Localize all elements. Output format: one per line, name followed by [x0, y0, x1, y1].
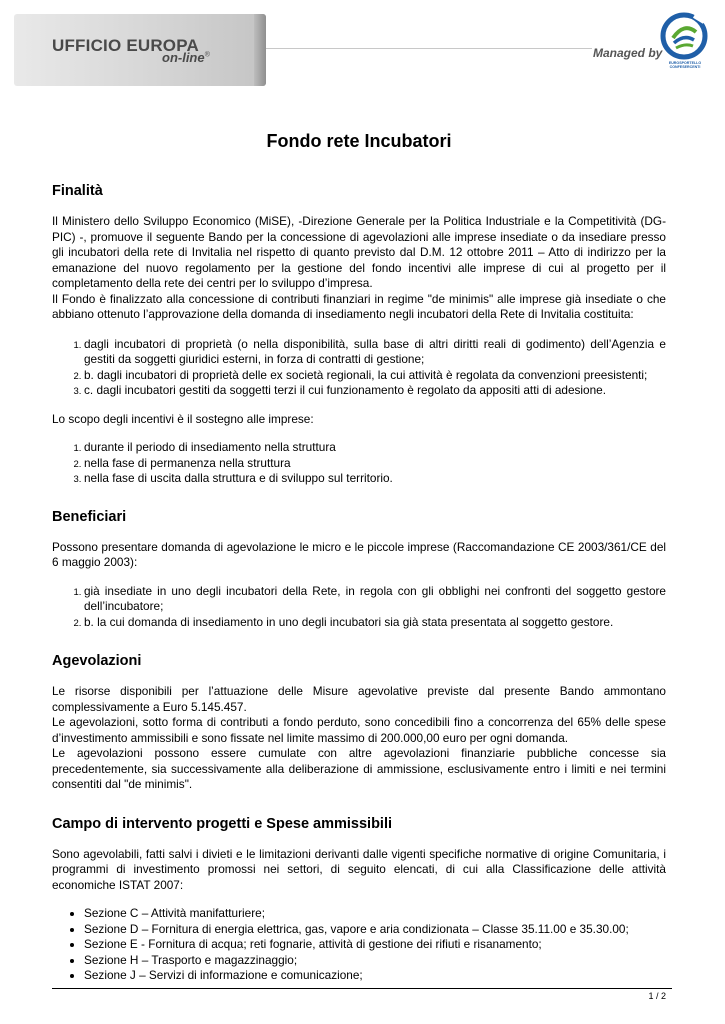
beneficiari-list — [52, 584, 666, 631]
incubator-list — [52, 337, 666, 399]
eurosportello-logo-icon — [660, 12, 708, 64]
scope-list — [52, 440, 666, 487]
finalita-paragraph-2: Il Fondo è finalizzato alla concessione di contributi finanziari in regime "de minimis" alle imprese già insediate o che abbiano ottenuto l’approvazione della domanda di insediamento negli incubatori della Rete di Invitalia costituita: — [52, 291, 666, 321]
logo-caption: EUROSPORTELLO CONFESERCENTI — [668, 61, 702, 70]
campo-paragraph: Sono agevolabili, fatti salvi i divieti e le limitazioni derivanti dalle vigenti specifiche normative di origine Comunitaria, i programmi di investimento promossi nei settori, di seguito elencati, di cui alla Classificazione delle attività economiche ISTAT 2007: — [52, 846, 666, 892]
page-title: Fondo rete Incubatori — [266, 131, 452, 151]
list-item: 2. b. la cui domanda di insediamento in uno degli incubatori sia già stata presentata al soggetto gestore. — [84, 615, 666, 631]
registered-mark: ® — [204, 51, 210, 59]
list-item: • Sezione C – Attività manifatturiere; — [84, 906, 666, 922]
brand-subtitle: on-line® — [162, 50, 210, 65]
agevolazioni-text — [52, 684, 666, 793]
heading-beneficiari: Beneficiari — [52, 508, 127, 525]
brand-title: UFFICIO EUROPA — [52, 36, 199, 55]
agevolazioni-paragraph-3: Le agevolazioni possono essere cumulate con altre agevolazioni finanziarie pubbliche concesse sia precedentemente, sia successivamente alla deliberazione di ammissione, esclusivamente entro i limiti e nei termini consentiti dal "de minimis". — [52, 746, 666, 791]
page-number: 1 / 2 — [648, 991, 666, 1001]
heading-campo-intervento: Campo di intervento progetti e Spese ammissibili — [52, 815, 393, 832]
list-item: • Sezione D – Fornitura di energia elettrica, gas, vapore e aria condizionata – Classe 35.11.00 e 35.30.00; — [84, 922, 666, 938]
list-item: • Sezione H – Trasporto e magazzinaggio; — [84, 953, 666, 969]
header-banner-edge — [254, 14, 266, 86]
sezioni-list — [52, 906, 666, 984]
list-item: • Sezione E - Fornitura di acqua; reti fognarie, attività di gestione dei rifiuti e risanamento; — [84, 937, 666, 953]
agevolazioni-paragraph-2: Le agevolazioni, sotto forma di contributi a fondo perduto, sono concedibili fino a concorrenza del 65% delle spese d’investimento ammissibili e sono fissate nel limite massimo di 200.000,00 euro per ogni domanda. — [52, 715, 666, 745]
beneficiari-paragraph: Possono presentare domanda di agevolazione le micro e le piccole imprese (Raccomandazione CE 2003/361/CE del 6 maggio 2003): — [52, 539, 666, 569]
footer-rule — [52, 988, 672, 989]
page-header — [0, 0, 725, 90]
list-item: 3. nella fase di uscita dalla struttura e di sviluppo sul territorio. — [84, 471, 666, 487]
list-item: 1. dagli incubatori di proprietà (o nella disponibilità, sulla base di altri diritti reali di godimento) dell’Agenzia e gestiti da soggetti giuridici esterni, in forza di contratti di gestione; — [84, 337, 666, 368]
managed-by-label: Managed by — [593, 46, 663, 60]
heading-finalita: Finalità — [52, 183, 103, 199]
finalita-paragraph-1: Il Ministero dello Sviluppo Economico (MiSE), -Direzione Generale per la Politica Industriale e la Competitività (DG-PIC) -, promuove il seguente Bando per la concessione di agevolazioni alle imprese insediate o da insediare presso gli incubatori della rete di Invitalia nel rispetto di quanto previsto dal D.M. 12 ottobre 2011 – Atto di indirizzo per la emanazione del nuovo regolamento per la gestione del fondo incentivi alle imprese di cui al progetto per il completamento della rete dei centri per lo sviluppo d’impresa. — [52, 214, 666, 290]
finalita-intro — [52, 214, 666, 323]
header-rule — [266, 48, 592, 49]
scope-paragraph: Lo scopo degli incentivi è il sostegno alle imprese: — [52, 411, 314, 426]
list-item: 1. già insediate in uno degli incubatori della Rete, in regola con gli obblighi nei confronti del soggetto gestore dell’incubatore; — [84, 584, 666, 615]
list-item: • Sezione J – Servizi di informazione e comunicazione; — [84, 968, 666, 984]
list-item: 2. nella fase di permanenza nella struttura — [84, 456, 666, 472]
document-body — [52, 130, 666, 984]
list-item: 3. c. dagli incubatori gestiti da soggetti terzi il cui funzionamento è regolato da appositi atti di adesione. — [84, 383, 666, 399]
heading-agevolazioni: Agevolazioni — [52, 653, 142, 669]
list-item: 2. b. dagli incubatori di proprietà delle ex società regionali, la cui attività è regolata da convenzioni preesistenti; — [84, 368, 666, 384]
list-item: 1. durante il periodo di insediamento nella struttura — [84, 440, 666, 456]
agevolazioni-paragraph-1: Le risorse disponibili per l’attuazione delle Misure agevolative previste dal presente Bando ammontano complessivamente a Euro 5.145.457. — [52, 684, 666, 714]
